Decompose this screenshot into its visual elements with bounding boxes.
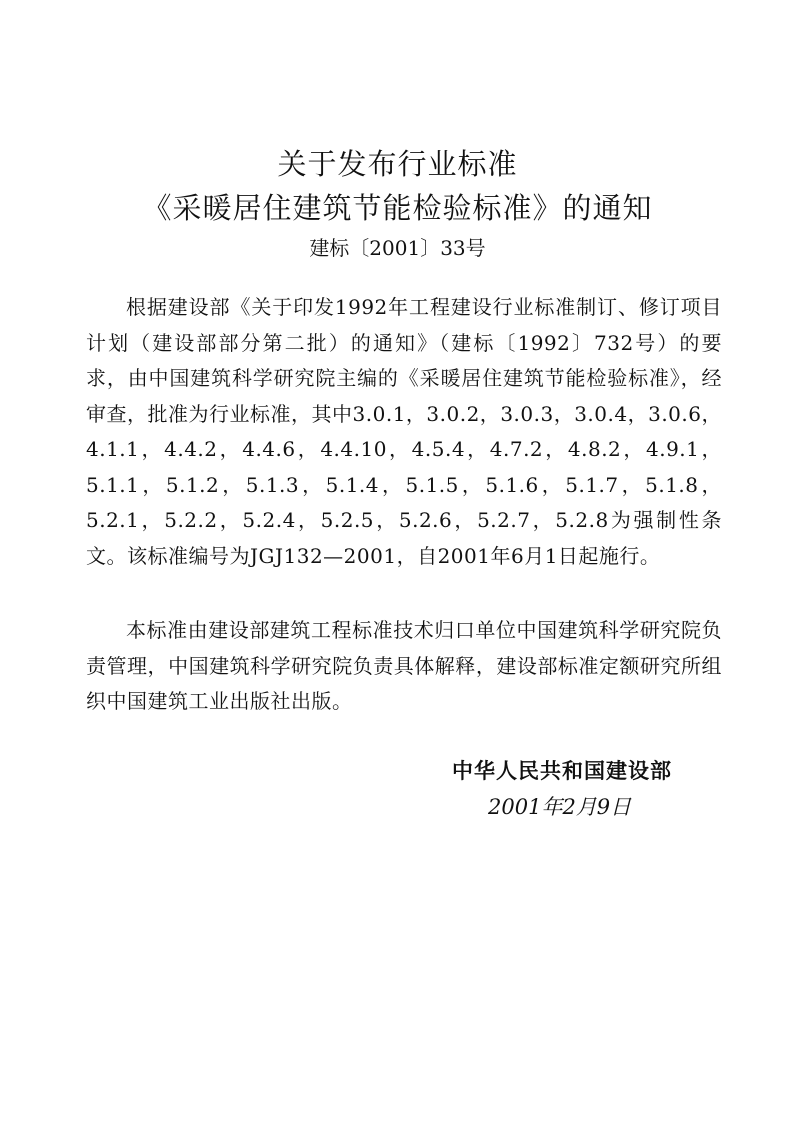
page-title-line-2: 《采暖居住建筑节能检验标准》的通知 [142,191,653,225]
body-paragraph-2: 本标准由建设部建筑工程标准技术归口单位中国建筑科学研究院负责管理，中国建筑科学研究院负责具体解释，建设部标准定额研究所组织中国建筑工业出版社出版。 [86,618,722,713]
document-number: 建标〔2001〕33号 [309,236,486,260]
page-title-line-1: 关于发布行业标准 [277,147,518,181]
signature-date: 2001年2月9日 [488,795,632,819]
signature-organization: 中华人民共和国建设部 [452,759,672,783]
body-paragraph-1: 根据建设部《关于印发1992年工程建设行业标准制订、修订项目计划（建设部部分第二批）的通知》（建标〔1992〕732号）的要求，由中国建筑科学研究院主编的《采暖居住建筑节能检验标准》，经审查，批准为行业标准，其中3.0.1，3.0.2，3.0.3，3.0.4，3.0.6，4.1.1，4.4.2，4.4.6，4.4.10，4.5.4，4.7.2，4.8.2，4.9.1，5.1.1，5.1.2，5.1.3，5.1.4，5.1.5，5.1.6，5.1.7，5.1.8，5.2.1，5.2.2，5.2.4，5.2.5，5.2.6，5.2.7，5.2.8为强制性条文。该标准编号为JGJ132—2001，自2001年6月1日起施行。 [86,295,722,568]
